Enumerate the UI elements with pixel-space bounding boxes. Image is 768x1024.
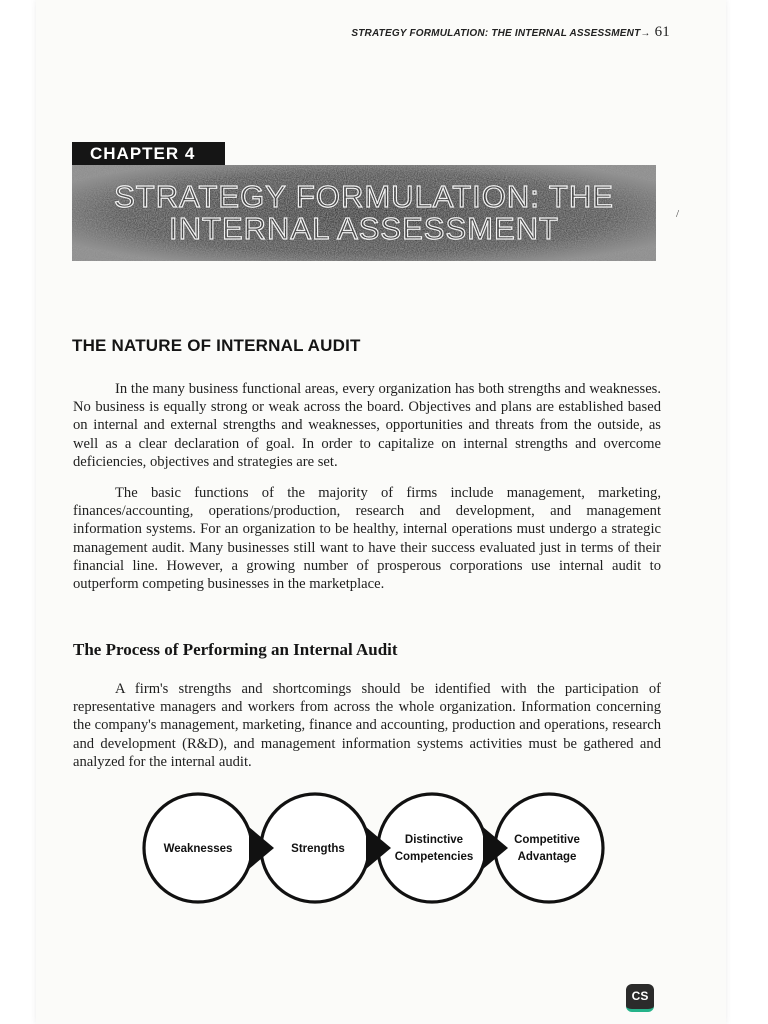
stage-label-strengths: Strengths: [291, 843, 345, 855]
scanner-app-badge[interactable]: CS: [626, 984, 654, 1012]
chapter-title-line-2: INTERNAL ASSESSMENT: [169, 211, 559, 246]
stage-circle-competitive-advantage: [495, 794, 603, 902]
book-page: [36, 0, 726, 1024]
stage-circle-distinctive-competencies: [378, 794, 486, 902]
chapter-title-line-1: STRATEGY FORMULATION: THE: [114, 179, 614, 214]
subsection-title: The Process of Performing an Internal Audit: [73, 640, 398, 659]
arrow-icon: →: [640, 28, 651, 39]
body-paragraph: A firm's strengths and shortcomings should be identified with the participation of representative managers and workers from across the whole organization. Information concerning the company's management, marketing, finance and accounting, production and operations, research and development (R&D), and management information systems activities must be gathered and analyzed for the internal audit.: [73, 681, 661, 770]
chapter-label: CHAPTER 4: [72, 142, 225, 165]
body-paragraph: In the many business functional areas, every organization has both strengths and weaknesses. No business is equally strong or weak across the board. Objectives and plans are established based on internal and external strengths and weaknesses, opportunities and threats from the outside, as well as a clear declaration of goal. In order to capitalize on internal strengths and overcome deficiencies, objectives and strategies are set.: [73, 381, 661, 470]
chapter-banner: [72, 165, 656, 261]
stage-label-weaknesses: Weaknesses: [163, 843, 233, 855]
body-paragraph: The basic functions of the majority of firms include management, marketing, finances/accounting, operations/production, research and development, and management information systems. For an organization to be healthy, internal operations must undergo a strategic management audit. Many businesses still want to have their success evaluated just in terms of their financial line. However, a growing number of prosperous corporations use internal audit to outperform competing businesses in the marketplace.: [73, 485, 661, 593]
section-title: THE NATURE OF INTERNAL AUDIT: [72, 336, 361, 355]
stage-label-advantage: Advantage: [517, 851, 577, 863]
audit-process-diagram: [142, 790, 622, 906]
running-head: [351, 24, 670, 41]
stage-label-competitive: Competitive: [514, 834, 580, 846]
stage-label-competencies: Competencies: [394, 851, 474, 863]
chapter-title: [72, 165, 656, 261]
running-title: STRATEGY FORMULATION: THE INTERNAL ASSESSMENT: [351, 28, 641, 39]
stage-label-distinctive: Distinctive: [404, 834, 464, 846]
page-number: 61: [654, 24, 670, 40]
scan-speck: /: [676, 208, 680, 220]
